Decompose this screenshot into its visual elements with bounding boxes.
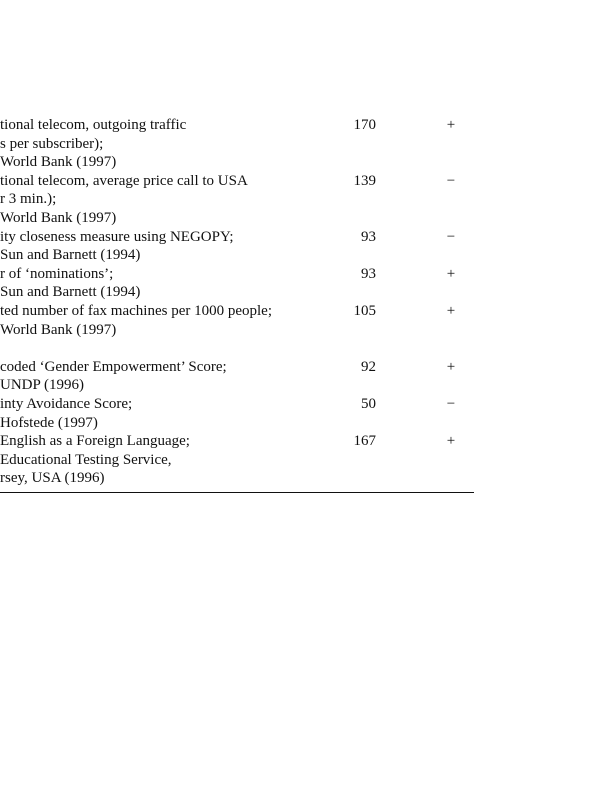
variable-description: ted number of fax machines per 1000 people; (0, 302, 272, 319)
variable-description: ity closeness measure using NEGOPY; (0, 228, 234, 245)
table-row (0, 432, 474, 488)
variable-source: Sun and Barnett (1994) (0, 247, 141, 264)
variables-table (0, 116, 474, 488)
variable-description: r of ‘nominations’; (0, 265, 114, 282)
observation-count: 50 (361, 395, 376, 412)
variable-description: English as a Foreign Language; (0, 433, 190, 450)
table-row-line (0, 153, 474, 172)
expected-sign: − (446, 172, 456, 189)
table-row (0, 116, 474, 172)
table-row-line (0, 469, 474, 488)
expected-sign: − (446, 228, 456, 245)
table-row-line (0, 190, 474, 209)
observation-count: 93 (361, 228, 376, 245)
table-row (0, 358, 474, 395)
variable-description: s per subscriber); (0, 135, 104, 152)
table-row (0, 228, 474, 265)
variable-source: World Bank (1997) (0, 321, 117, 338)
table-row (0, 265, 474, 302)
observation-count: 105 (353, 302, 376, 319)
table-row (0, 172, 474, 228)
table-row-line (0, 302, 474, 321)
variable-description: coded ‘Gender Empowerment’ Score; (0, 358, 227, 375)
expected-sign: + (446, 117, 456, 133)
variable-source: rsey, USA (1996) (0, 470, 105, 487)
expected-sign: + (446, 358, 456, 375)
expected-sign: + (446, 302, 456, 319)
table-row-line (0, 358, 474, 377)
table-row-line (0, 116, 474, 135)
table-row-line (0, 395, 474, 414)
variable-description: tional telecom, average price call to USA (0, 172, 248, 189)
table-row-line (0, 283, 474, 302)
table-row-line (0, 376, 474, 395)
table-row (0, 395, 474, 432)
table-row-line (0, 246, 474, 265)
row-spacer (0, 339, 474, 358)
table-row-line (0, 172, 474, 191)
expected-sign: − (446, 395, 456, 412)
observation-count: 139 (353, 172, 376, 189)
table-row-line (0, 135, 474, 154)
table-row-line (0, 209, 474, 228)
variable-description: r 3 min.); (0, 191, 57, 208)
expected-sign: + (446, 433, 456, 450)
variable-source: World Bank (1997) (0, 154, 117, 171)
variable-source: Sun and Barnett (1994) (0, 284, 141, 301)
observation-count: 170 (353, 117, 376, 133)
table-row-line (0, 228, 474, 247)
table-row-line (0, 432, 474, 451)
table-row (0, 302, 474, 339)
variable-description: inty Avoidance Score; (0, 395, 133, 412)
variable-description: tional telecom, outgoing traffic (0, 117, 187, 133)
variable-source: World Bank (1997) (0, 209, 117, 226)
expected-sign: + (446, 265, 456, 282)
variable-source: Hofstede (1997) (0, 414, 98, 431)
table-row-line (0, 414, 474, 433)
variable-source: Educational Testing Service, (0, 451, 172, 468)
table-row-line (0, 451, 474, 470)
table-bottom-rule (0, 492, 474, 493)
table-row-line (0, 265, 474, 284)
table-row-line (0, 321, 474, 340)
observation-count: 93 (361, 265, 376, 282)
observation-count: 92 (361, 358, 376, 375)
variable-source: UNDP (1996) (0, 377, 85, 394)
observation-count: 167 (353, 433, 376, 450)
